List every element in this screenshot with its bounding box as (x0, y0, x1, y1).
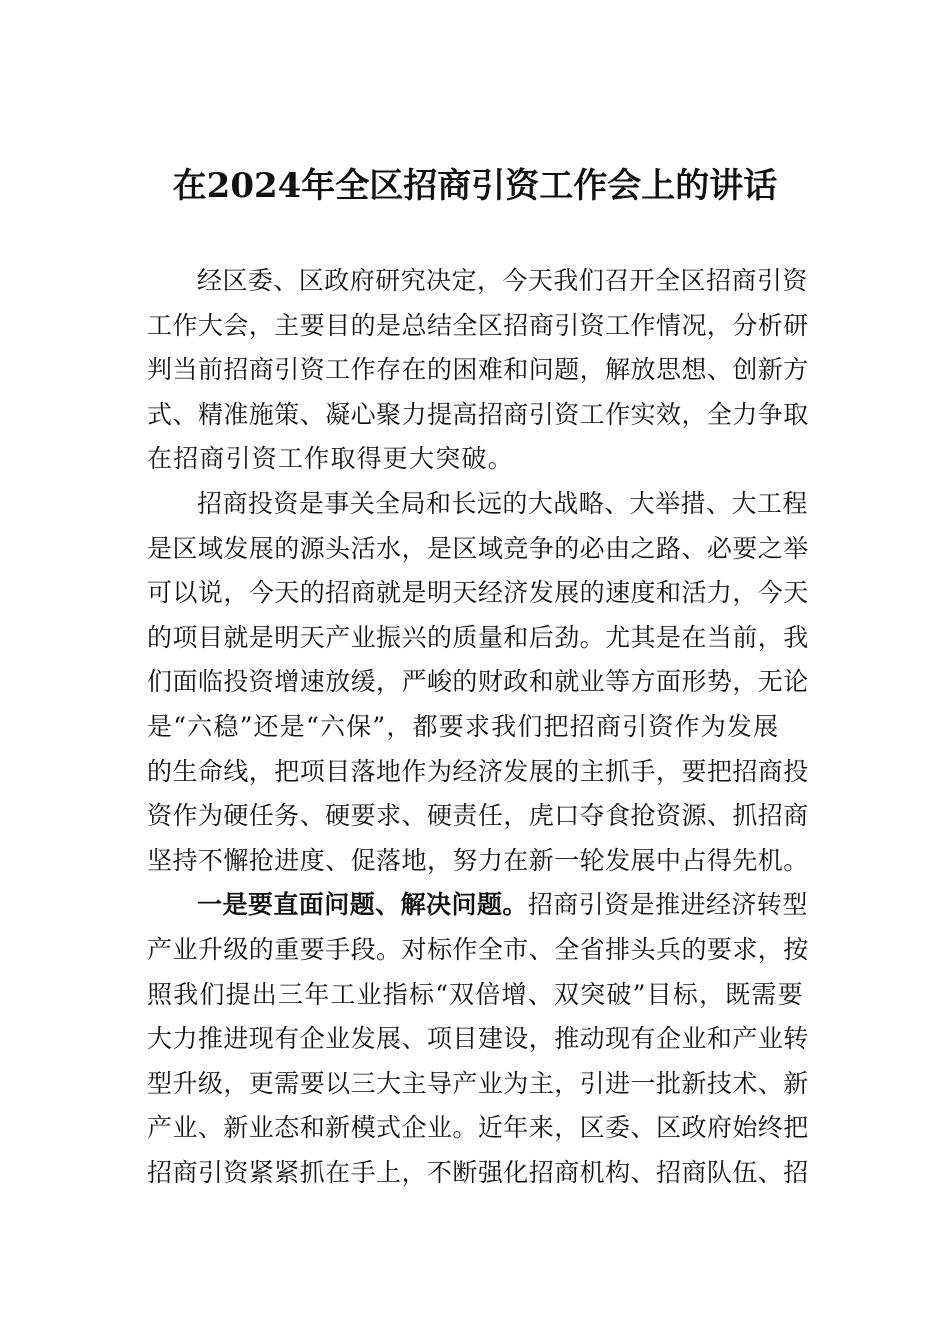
line-text: 大力推进现有企业发展、项目建设，推动现有企业和产业转 (147, 1024, 809, 1054)
line-text: 判当前招商引资工作存在的困难和问题，解放思想、创新方 (147, 355, 809, 385)
line-text: 工作大会，主要目的是总结全区招商引资工作情况，分析研 (147, 310, 809, 340)
line-text: 型升级，更需要以三大主导产业为主，引进一批新技术、新 (147, 1068, 809, 1098)
line-text: 招商引资是推进经济转型 (527, 890, 808, 920)
text-line (147, 393, 811, 438)
text-line (147, 437, 811, 482)
text-line (147, 1017, 811, 1062)
line-text: 们面临投资增速放缓，严峻的财政和就业等方面形势，无论 (147, 667, 809, 697)
line-text: 在招商引资工作取得更大突破。 (147, 444, 514, 474)
text-line (147, 1106, 811, 1151)
text-line (147, 973, 811, 1018)
text-line (147, 928, 811, 973)
text-line (147, 348, 811, 393)
text-line (147, 660, 811, 705)
text-line (147, 750, 811, 795)
line-text: 是“六稳”还是“六保”，都要求我们把招商引资作为发展 (147, 711, 780, 741)
text-line (147, 794, 811, 839)
line-text: 照我们提出三年工业指标“双倍增、双突破”目标，既需要 (147, 979, 804, 1009)
text-line (147, 482, 811, 527)
document-body (147, 259, 811, 1195)
text-line (147, 527, 811, 572)
line-text: 是区域发展的源头活水，是区域竞争的必由之路、必要之举 (147, 533, 809, 563)
text-line (147, 1151, 811, 1196)
paragraph-heading: 一是要直面问题、解决问题。 (197, 890, 528, 920)
text-line (147, 259, 811, 304)
text-line (147, 304, 811, 349)
text-line (147, 839, 811, 884)
line-text: 的生命线，把项目落地作为经济发展的主抓手，要把招商投 (147, 756, 809, 786)
line-text: 可以说，今天的招商就是明天经济发展的速度和活力，今天 (147, 578, 809, 608)
text-line (147, 616, 811, 661)
line-text: 资作为硬任务、硬要求、硬责任，虎口夺食抢资源、抓招商 (147, 801, 809, 831)
line-text: 招商投资是事关全局和长远的大战略、大举措、大工程 (197, 488, 808, 518)
text-line (147, 1062, 811, 1107)
line-text: 式、精准施策、凝心聚力提高招商引资工作实效，全力争取 (147, 399, 809, 429)
text-line (147, 705, 811, 750)
line-text: 产业、新业态和新模式企业。近年来，区委、区政府始终把 (147, 1113, 809, 1143)
line-text: 经区委、区政府研究决定，今天我们召开全区招商引资 (197, 266, 808, 295)
text-line (147, 571, 811, 616)
line-text: 坚持不懈抢进度、促落地，努力在新一轮发展中占得先机。 (147, 845, 809, 875)
document-title: 在2024年全区招商引资工作会上的讲话 (172, 166, 778, 206)
line-text: 的项目就是明天产业振兴的质量和后劲。尤其是在当前，我 (147, 622, 809, 652)
text-line (147, 883, 811, 928)
line-text: 产业升级的重要手段。对标作全市、全省排头兵的要求，按 (147, 934, 809, 964)
line-text: 招商引资紧紧抓在手上，不断强化招商机构、招商队伍、招 (147, 1157, 809, 1187)
